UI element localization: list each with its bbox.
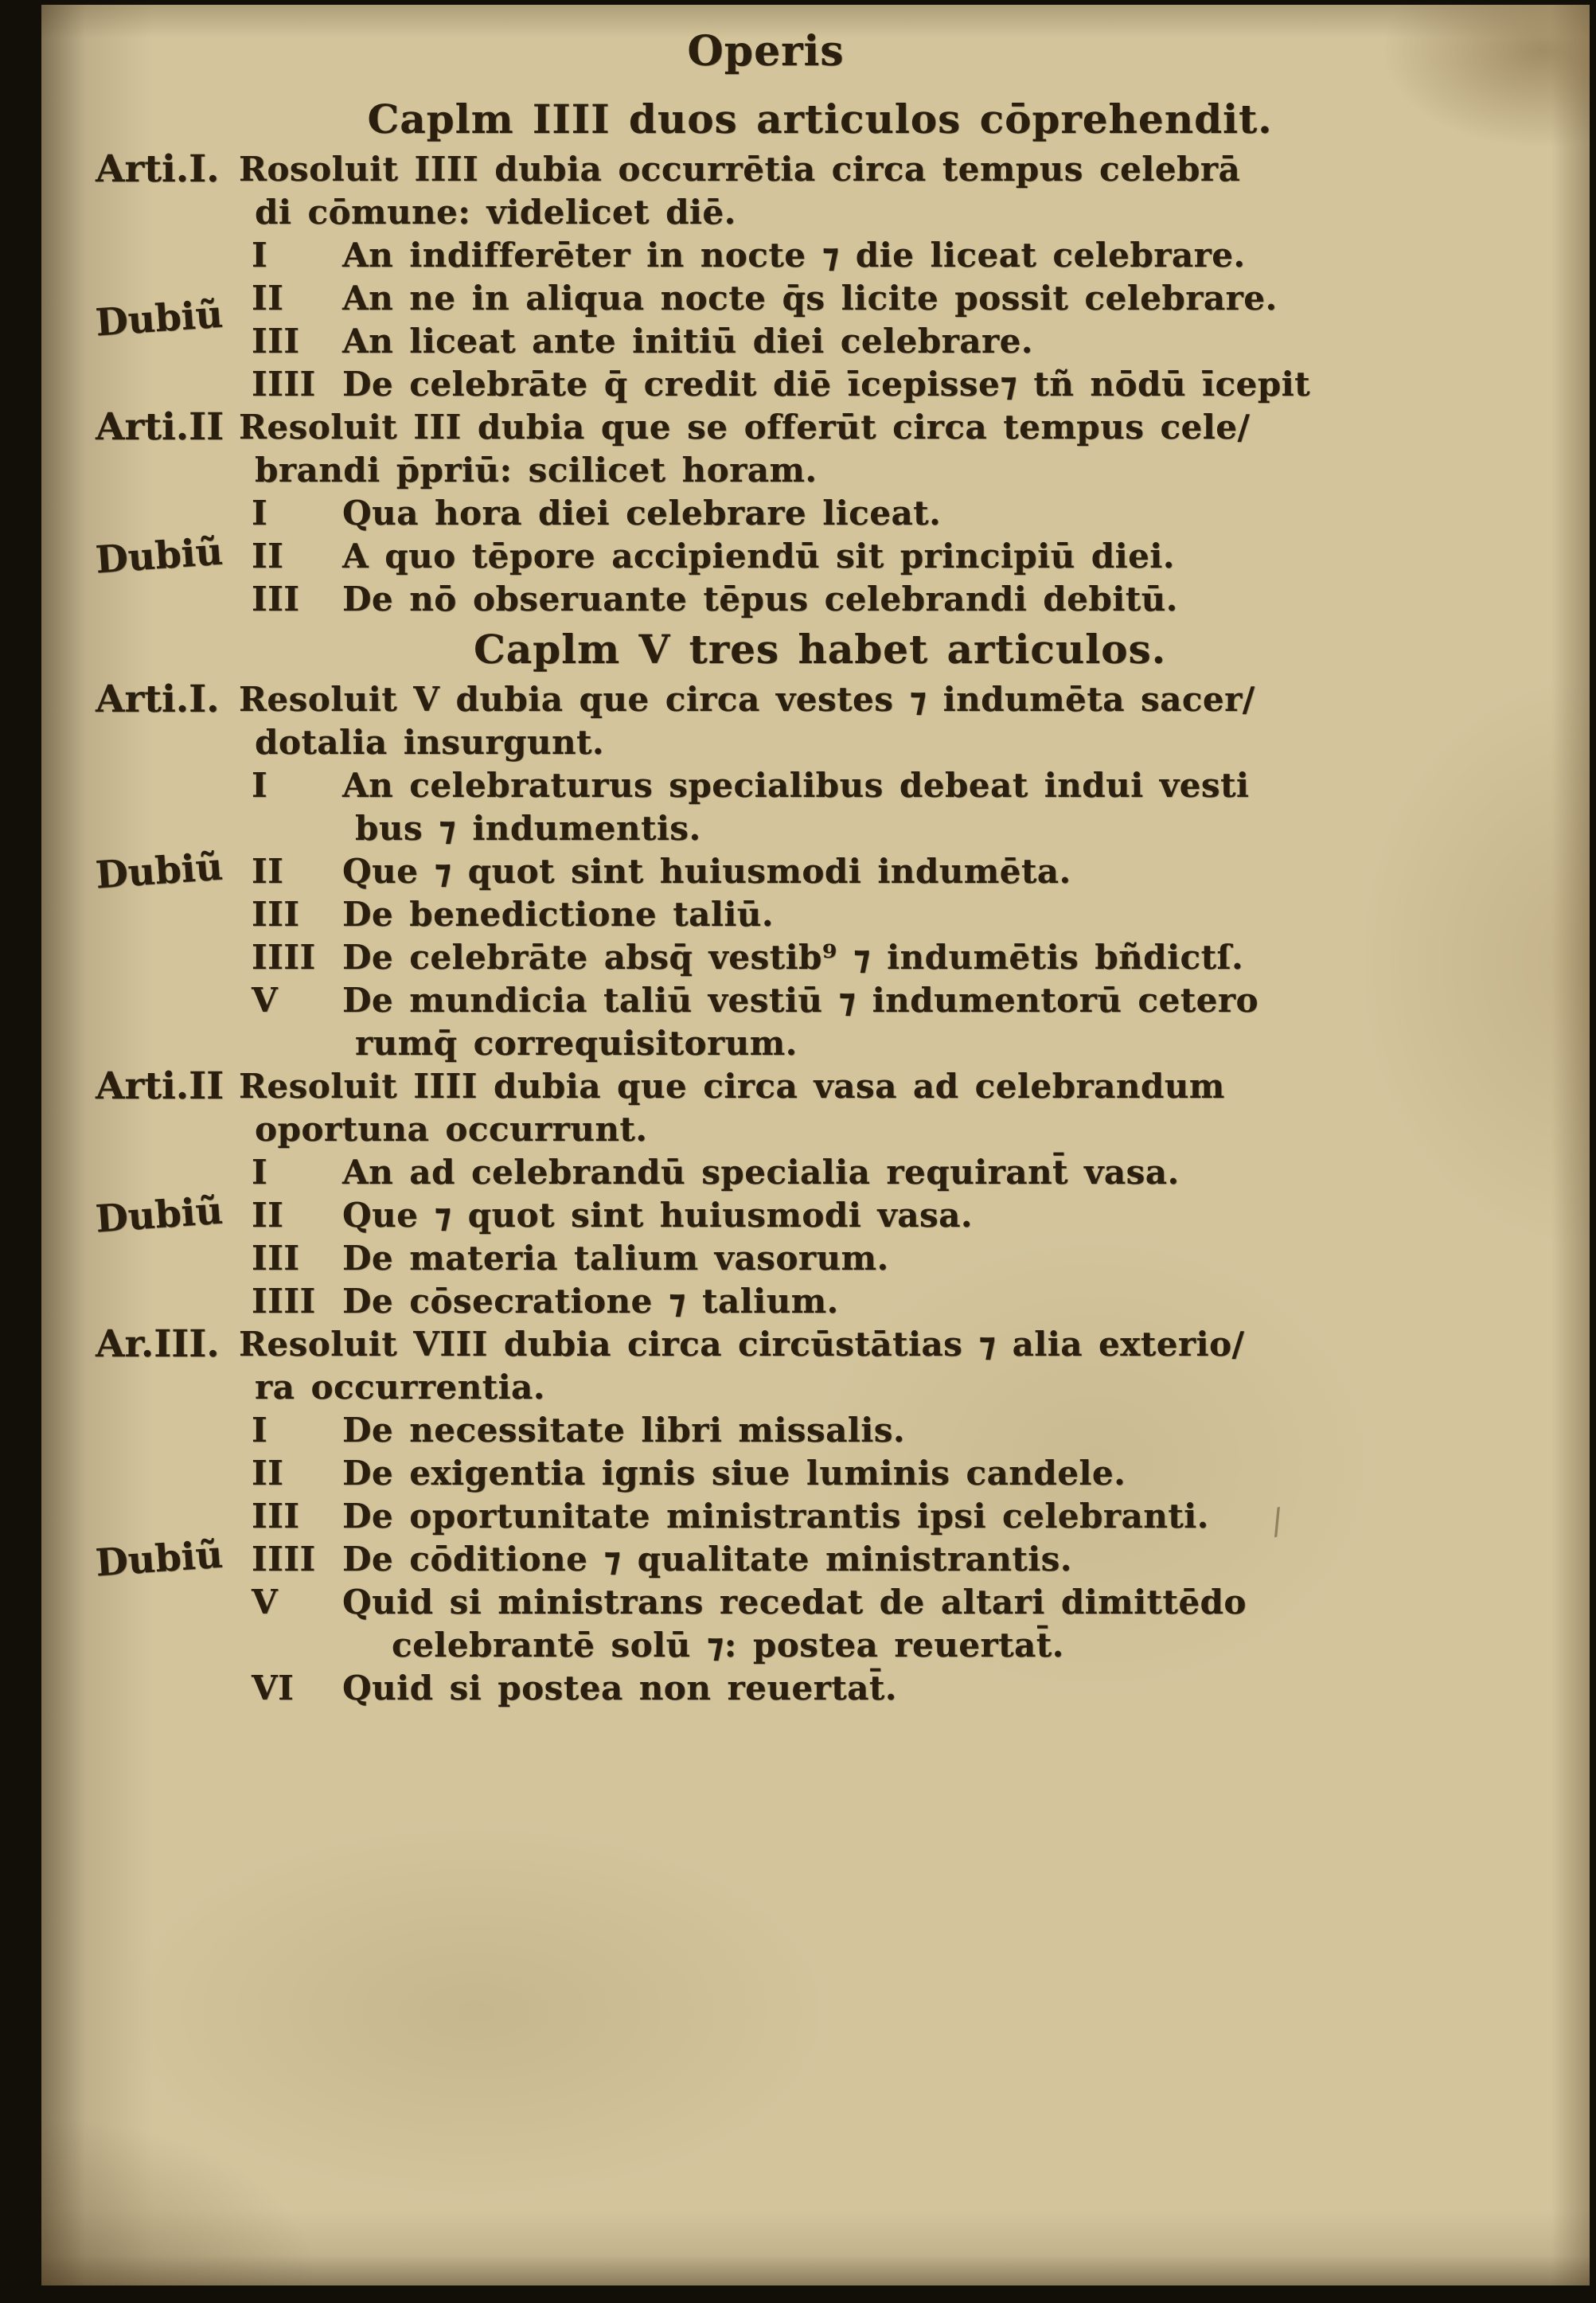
toc-row — [239, 363, 1528, 406]
dubium-text: Que ⁊ quot sint huiusmodi indumēta. — [342, 852, 1071, 891]
toc-row — [94, 1532, 1528, 1586]
article-summary-text: Rosoluit IIII dubia occurrētia circa tempus celebrā — [239, 150, 1241, 189]
chapter-heading — [239, 91, 1401, 148]
dubium-numeral: IIII — [252, 938, 316, 977]
article-summary-continuation: ra occurrentia. — [255, 1368, 545, 1407]
running-header: Operis — [687, 27, 845, 76]
dubium-text-continuation: celebrantē solū ⁊: postea reuertat̄. — [392, 1626, 1064, 1665]
dubium-numeral: IIII — [252, 1282, 316, 1321]
dubium-text: De exigentia ignis siue luminis candele. — [342, 1454, 1126, 1493]
toc-row — [239, 721, 1528, 764]
dubium-text: Qua hora diei celebrare liceat. — [342, 494, 942, 533]
dubium-numeral: IIII — [252, 1540, 316, 1579]
chapter-heading-text: Caplm IIII duos articulos cōprehendit. — [367, 96, 1273, 142]
dubium-text: De cōditione ⁊ qualitate ministrantis. — [342, 1540, 1072, 1579]
table-of-contents — [94, 91, 1528, 1710]
dubium-numeral: II — [252, 852, 284, 891]
dubium-numeral: VI — [252, 1669, 295, 1708]
article-summary-text: Resoluit VIII dubia circa circūstātias ⁊ alia exterio/ — [239, 1325, 1245, 1364]
dubium-text: An liceat ante initiū diei celebrare. — [342, 322, 1033, 361]
toc-row — [239, 1151, 1528, 1194]
toc-row — [96, 405, 1528, 449]
toc-row — [239, 1581, 1528, 1624]
dubium-text: De materia talium vasorum. — [342, 1239, 889, 1278]
toc-row — [94, 845, 1528, 898]
dubium-text-continuation: bus ⁊ indumentis. — [355, 809, 701, 848]
article-summary-continuation: oportuna occurrunt. — [255, 1110, 648, 1149]
toc-row — [239, 893, 1528, 936]
toc-row — [239, 936, 1528, 979]
toc-row — [239, 492, 1528, 535]
article-summary-text: Resoluit III dubia que se offerūt circa tempus cele/ — [239, 408, 1251, 447]
dubium-text: A quo tēpore accipiendū sit principiū diei. — [342, 537, 1175, 576]
dubium-numeral: III — [252, 1239, 300, 1278]
toc-row — [239, 1022, 1528, 1065]
toc-row — [239, 979, 1528, 1022]
article-summary-continuation: dotalia insurgunt. — [255, 723, 605, 762]
toc-row — [96, 1322, 1528, 1366]
article-summary-continuation: di cōmune: videlicet diē. — [255, 193, 736, 232]
toc-row — [239, 764, 1528, 807]
dubium-numeral: I — [252, 1153, 268, 1192]
dubium-text: An ne in aliqua nocte q̄s licite possit celebrare. — [342, 279, 1278, 318]
dubia-label: Dubiũ — [94, 1189, 224, 1242]
dubium-numeral: III — [252, 895, 300, 934]
dubium-numeral: V — [252, 1583, 279, 1622]
toc-row — [239, 1108, 1528, 1151]
toc-row — [239, 578, 1528, 621]
chapter-heading-text: Caplm V tres habet articulos. — [473, 626, 1167, 673]
dubium-numeral: IIII — [252, 365, 316, 404]
toc-row — [239, 1452, 1528, 1495]
stray-ink-mark: / — [1266, 1501, 1287, 1543]
toc-row — [239, 1237, 1528, 1280]
toc-row — [239, 1280, 1528, 1323]
dubium-text: De nō obseruante tēpus celebrandi debitū. — [342, 580, 1178, 619]
toc-row — [239, 807, 1528, 850]
dubium-numeral: II — [252, 1454, 284, 1493]
dubium-text: De celebrāte q̄ credit diē īcepisse⁊ tñ nōdū īcepit — [342, 365, 1310, 404]
dubium-text: Quid si postea non reuertat̄. — [342, 1669, 897, 1708]
article-summary-text: Resoluit IIII dubia que circa vasa ad celebrandum — [239, 1067, 1225, 1106]
dubium-text: De oportunitate ministrantis ipsi celebranti. — [342, 1497, 1209, 1536]
dubium-numeral: III — [252, 1497, 300, 1536]
toc-row — [96, 147, 1528, 191]
dubium-numeral: III — [252, 580, 300, 619]
dubia-label: Dubiũ — [94, 292, 224, 345]
dubium-text: De benedictione taliū. — [342, 895, 774, 934]
dubium-text: An celebraturus specialibus debeat indui vesti — [342, 766, 1250, 805]
toc-row — [239, 1409, 1528, 1452]
dubium-numeral: II — [252, 537, 284, 576]
article-label: Arti.II — [96, 405, 224, 449]
book-page — [41, 5, 1590, 2285]
dubium-numeral: I — [252, 1411, 268, 1450]
dubium-numeral: II — [252, 1196, 284, 1235]
article-summary-text: Resoluit V dubia que circa vestes ⁊ indumēta sacer/ — [239, 680, 1255, 719]
toc-row — [239, 320, 1528, 363]
dubium-text: An indifferēter in nocte ⁊ die liceat celebrare. — [342, 236, 1246, 275]
dubium-numeral: II — [252, 279, 284, 318]
toc-row — [96, 677, 1528, 721]
dubia-label: Dubiũ — [94, 529, 224, 583]
dubium-numeral: I — [252, 494, 268, 533]
dubium-text: Que ⁊ quot sint huiusmodi vasa. — [342, 1196, 973, 1235]
toc-row — [94, 1189, 1528, 1242]
dubia-label: Dubiũ — [94, 1532, 224, 1586]
dubium-numeral: V — [252, 981, 279, 1020]
toc-row — [96, 1064, 1528, 1108]
dubium-numeral: I — [252, 766, 268, 805]
toc-row — [239, 1495, 1528, 1538]
toc-row — [239, 1667, 1528, 1710]
toc-row — [239, 1366, 1528, 1409]
toc-row — [239, 449, 1528, 492]
article-label: Arti.II — [96, 1064, 224, 1108]
toc-row — [239, 1624, 1528, 1667]
dubium-text-continuation: rumq̄ correquisitorum. — [355, 1024, 798, 1063]
dubium-text: Quid si ministrans recedat de altari dimittēdo — [342, 1583, 1247, 1622]
article-label: Arti.I. — [96, 147, 220, 191]
dubium-text: De necessitate libri missalis. — [342, 1411, 905, 1450]
dubia-label: Dubiũ — [94, 845, 224, 898]
dubium-numeral: I — [252, 236, 268, 275]
toc-row — [239, 191, 1528, 234]
toc-row — [94, 529, 1528, 583]
toc-row — [239, 234, 1528, 277]
chapter-heading — [239, 621, 1401, 678]
article-label: Arti.I. — [96, 677, 220, 721]
dubium-text: De celebrāte absq̄ vestib⁹ ⁊ indumētis bñdictſ. — [342, 938, 1244, 977]
dubium-text: An ad celebrandū specialia requirant̄ vasa. — [342, 1153, 1180, 1192]
dubium-text: De cōsecratione ⁊ talium. — [342, 1282, 839, 1321]
dubium-numeral: III — [252, 322, 300, 361]
dubium-text: De mundicia taliū vestiū ⁊ indumentorū cetero — [342, 981, 1258, 1020]
article-summary-continuation: brandi p̄priū: scilicet horam. — [255, 451, 818, 490]
article-label: Ar.III. — [96, 1322, 220, 1366]
